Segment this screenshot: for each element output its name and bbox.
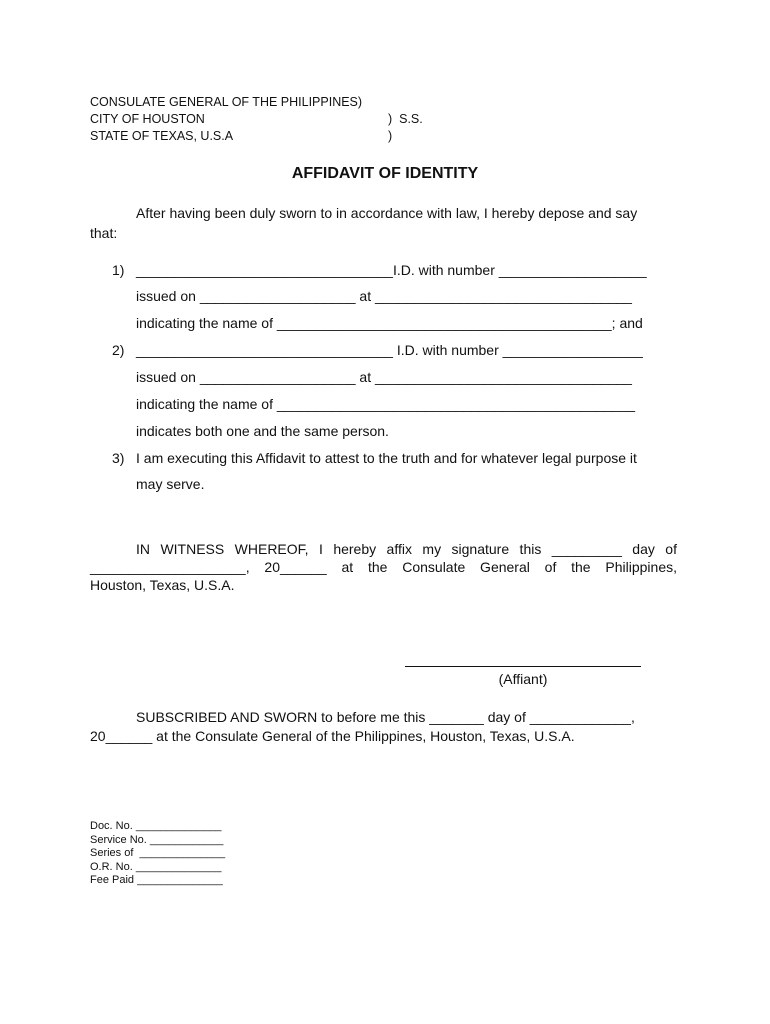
venue-consulate: CONSULATE GENERAL OF THE PHILIPPINES) bbox=[90, 95, 363, 109]
item-3-number: 3) bbox=[112, 450, 125, 466]
doc-no-field: Doc. No. ______________ bbox=[90, 820, 222, 832]
item-2-id-line: _________________________________ I.D. with number __________________ bbox=[136, 342, 643, 358]
witness-line-2: ____________________, 20______ at the Consulate General of the Philippines, bbox=[90, 559, 677, 575]
document-title: AFFIDAVIT OF IDENTITY bbox=[291, 165, 479, 182]
item-3-line-2: may serve. bbox=[136, 476, 205, 492]
item-1-id-line: _________________________________I.D. with number ___________________ bbox=[136, 262, 647, 278]
item-2-number: 2) bbox=[112, 342, 125, 358]
service-no-field: Service No. ____________ bbox=[90, 834, 224, 846]
venue-bracket: ) bbox=[388, 129, 393, 143]
item-3-line-1: I am executing this Affidavit to attest to the truth and for whatever legal purpose it bbox=[136, 450, 637, 466]
item-2-same-person: indicates both one and the same person. bbox=[136, 423, 389, 439]
witness-line-1: IN WITNESS WHEREOF, I hereby affix my signature this _________ day of bbox=[136, 541, 677, 557]
fee-paid-field: Fee Paid ______________ bbox=[90, 874, 223, 886]
subscribed-line-2: 20______ at the Consulate General of the Philippines, Houston, Texas, U.S.A. bbox=[90, 728, 575, 744]
intro-line-2: that: bbox=[90, 225, 118, 241]
item-1-number: 1) bbox=[112, 262, 125, 278]
venue-ss: ) S.S. bbox=[388, 112, 423, 126]
item-2-name-line: indicating the name of ______________________________________________ bbox=[136, 396, 636, 412]
item-2-issued-line: issued on ____________________ at _________________________________ bbox=[136, 369, 632, 385]
subscribed-line-1: SUBSCRIBED AND SWORN to before me this _______ day of _____________, bbox=[136, 709, 635, 725]
intro-line-1: After having been duly sworn to in accordance with law, I hereby depose and say bbox=[136, 205, 638, 221]
item-1-issued-line: issued on ____________________ at _________________________________ bbox=[136, 288, 632, 304]
affiant-signature-line bbox=[405, 666, 641, 667]
venue-city: CITY OF HOUSTON bbox=[90, 112, 205, 126]
or-no-field: O.R. No. ______________ bbox=[90, 861, 222, 873]
series-of-field: Series of ______________ bbox=[90, 847, 226, 859]
venue-state: STATE OF TEXAS, U.S.A bbox=[90, 129, 234, 143]
affiant-label: (Affiant) bbox=[498, 671, 548, 687]
item-1-name-line: indicating the name of ___________________________________________; and bbox=[136, 315, 643, 331]
witness-line-3: Houston, Texas, U.S.A. bbox=[90, 577, 235, 593]
